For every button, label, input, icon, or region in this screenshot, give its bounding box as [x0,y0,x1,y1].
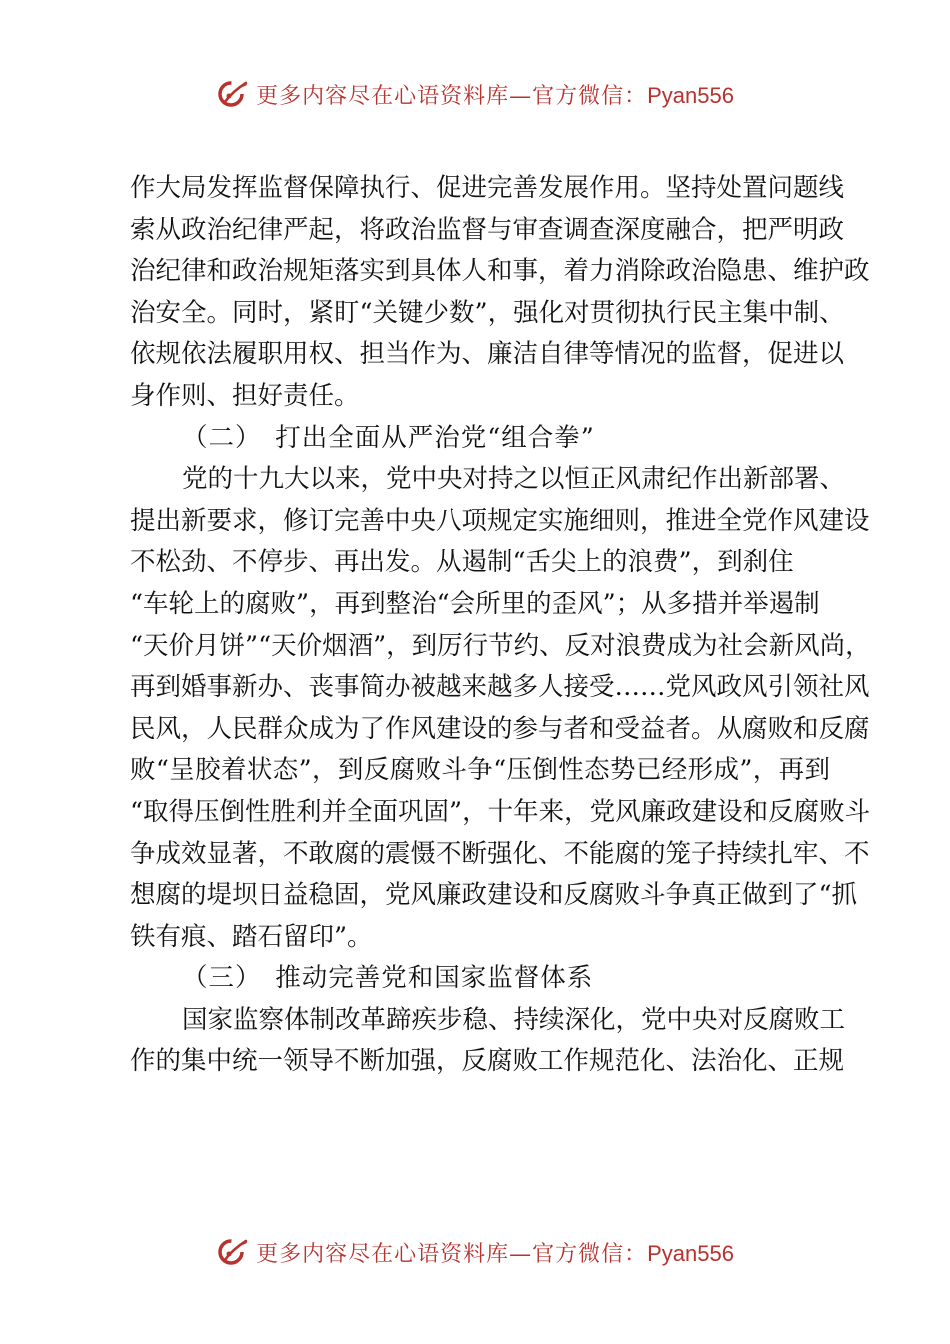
para1-line: 索从政治纪律严起，将政治监督与审查调查深度融合，把严明政 [130,214,845,245]
para3-line: 国家监察体制改革蹄疾步稳、持续深化，党中央对反腐败工 [182,1004,846,1035]
footer-banner [0,1232,950,1272]
section-heading-2: （二） 打出全面从严治党“组合拳” [182,422,595,453]
para3-line: 作的集中统一领导不断加强，反腐败工作规范化、法治化、正规 [130,1046,845,1077]
header-wechat-id: Pyan556 [647,82,734,108]
ink-brush-logo-icon [216,1235,250,1269]
footer-banner-text: 更多内容尽在心语资料库—官方微信：Pyan556 [256,1240,734,1267]
para1-line: 作大局发挥监督保障执行、促进完善发展作用。坚持处置问题线 [130,173,845,203]
para2-line: “车轮上的腐败”，再到整治“会所里的歪风”；从多措并举遏制 [130,588,820,619]
header-banner [0,74,950,114]
para2-line: 想腐的堤坝日益稳固，党风廉政建设和反腐败斗争真正做到了“抓 [130,880,858,911]
section-heading-3: （三） 推动完善党和国家监督体系 [182,963,594,994]
ink-brush-logo-icon [216,77,250,111]
para1-line: 依规依法履职用权、担当作为、廉洁自律等情况的监督，促进以 [130,339,845,370]
para1-line: 治安全。同时，紧盯“关键少数”，强化对贯彻执行民主集中制、 [130,297,845,328]
para2-line: 败“呈胶着状态”，到反腐败斗争“压倒性态势已经形成”，再到 [130,755,830,786]
header-banner-text: 更多内容尽在心语资料库—官方微信：Pyan556 [256,82,734,109]
para2-line: “天价月饼”“天价烟酒”，到厉行节约、反对浪费成为社会新风尚， [130,630,871,661]
para1-line: 身作则、担好责任。 [130,380,360,411]
para2-line: 党的十九大以来，党中央对持之以恒正风肃纪作出新部署、 [182,464,846,495]
para2-line: 争成效显著，不敢腐的震慑不断强化、不能腐的笼子持续扎牢、不 [130,838,870,869]
document-body [130,168,871,1083]
footer-wechat-id: Pyan556 [647,1240,734,1266]
para2-line: 铁有痕、踏石留印”。 [130,921,373,952]
para2-line: “取得压倒性胜利并全面巩固”，十年来，党风廉政建设和反腐败斗 [130,796,871,827]
para2-line: 再到婚事新办、丧事简办被越来越多人接受……党风政风引领社风 [130,672,870,703]
para2-line: 提出新要求，修订完善中央八项规定实施细则，推进全党作风建设 [130,505,870,536]
para2-line: 不松劲、不停步、再出发。从遏制“舌尖上的浪费”，到刹住 [130,547,794,578]
para2-line: 民风，人民群众成为了作风建设的参与者和受益者。从腐败和反腐 [130,713,870,744]
para1-line: 治纪律和政治规矩落实到具体人和事，着力消除政治隐患、维护政 [130,256,870,287]
